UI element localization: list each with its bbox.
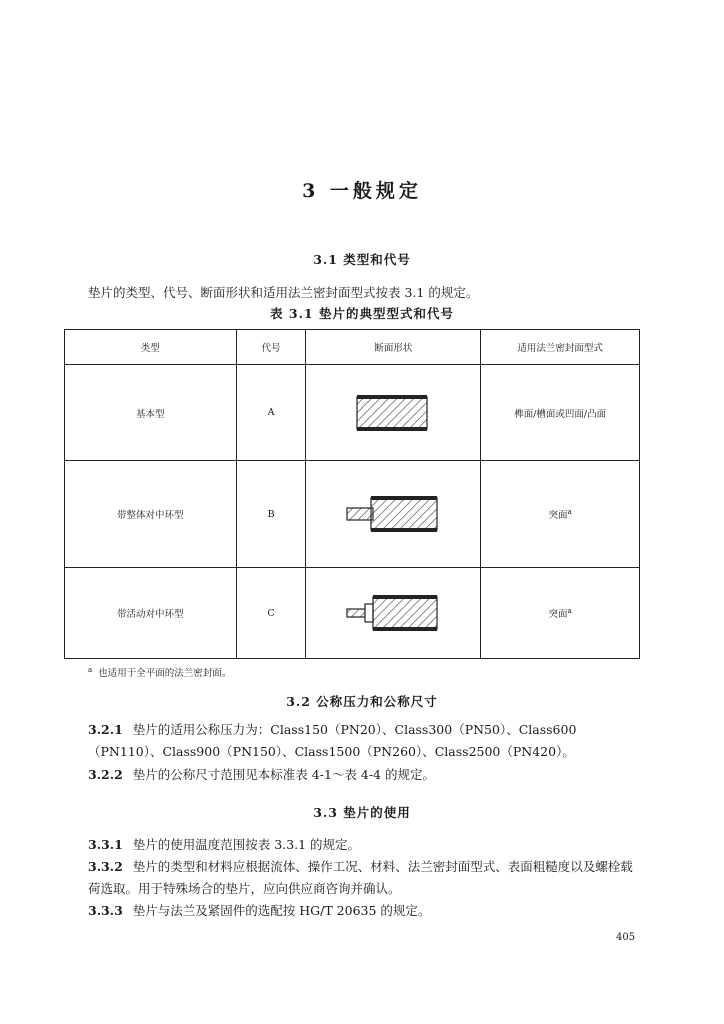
clause-3-3-2: 3.3.2 垫片的类型和材料应根据流体、操作工况、材料、法兰密封面型式、表面粗糙度以及螺栓载荷选取。用于特殊场合的垫片，应向供应商咨询并确认。 <box>88 859 633 896</box>
table-footnote: $^a$ 也适用于全平面的法兰密封面。 <box>88 665 232 679</box>
clause-3-3-1: 3.3.1 垫片的使用温度范围按表 3.3.1 的规定。 <box>88 837 361 852</box>
header-type: 类型 <box>65 330 237 365</box>
table-header-row <box>65 330 640 365</box>
table-caption: 表 3.1 垫片的典型型式和代号 <box>270 306 454 321</box>
page-number: 405 <box>616 932 636 943</box>
cell-type: 带整体对中环型 <box>65 461 237 568</box>
cell-face: 突面$^a$ <box>481 568 640 659</box>
cell-code: C <box>236 568 306 659</box>
section-3-1-heading: 3.1 类型和代号 <box>313 252 411 267</box>
section-3-2-heading: 3.2 公称压力和公称尺寸 <box>286 694 438 709</box>
header-flange-face: 适用法兰密封面型式 <box>481 330 640 365</box>
gasket-types-table <box>64 329 640 659</box>
clause-3-2-1: 3.2.1 垫片的适用公称压力为：Class150（PN20）、Class300（PN50）、Class600（PN110）、Class900（PN150）、Class1500（PN260）、Class2500（PN420）。 <box>88 722 577 759</box>
cell-shape <box>306 365 481 461</box>
clause-3-2-2: 3.2.2 垫片的公称尺寸范围见本标准表 4-1～表 4-4 的规定。 <box>88 767 435 782</box>
cell-face: 榫面/槽面或凹面/凸面 <box>481 365 640 461</box>
clause-number: 3.2.1 <box>88 722 123 737</box>
gasket-section-b-diagram <box>343 492 443 536</box>
header-section-shape: 断面形状 <box>306 330 481 365</box>
clause-3-3-3: 3.3.3 垫片与法兰及紧固件的选配按 HG/T 20635 的规定。 <box>88 903 431 918</box>
cell-shape <box>306 568 481 659</box>
chapter-title: 3 一般规定 <box>302 180 422 202</box>
gasket-section-a-diagram <box>353 391 433 435</box>
cell-type: 基本型 <box>65 365 237 461</box>
footnote-marker: a <box>88 665 93 674</box>
cell-shape <box>306 461 481 568</box>
cell-code: A <box>236 365 306 461</box>
intro-paragraph: 垫片的类型、代号、断面形状和适用法兰密封面型式按表 3.1 的规定。 <box>88 285 479 300</box>
table-row <box>65 568 640 659</box>
clause-number: 3.3.3 <box>88 903 123 918</box>
cell-type: 带活动对中环型 <box>65 568 237 659</box>
footnote-mark: a <box>567 507 572 516</box>
cell-code: B <box>236 461 306 568</box>
gasket-section-c-diagram <box>343 591 443 635</box>
clause-number: 3.3.1 <box>88 837 123 852</box>
section-3-3-heading: 3.3 垫片的使用 <box>313 805 411 820</box>
cell-face: 突面$^a$ <box>481 461 640 568</box>
header-code: 代号 <box>236 330 306 365</box>
table-row <box>65 461 640 568</box>
footnote-mark: a <box>567 606 572 615</box>
clause-number: 3.2.2 <box>88 767 123 782</box>
table-row <box>65 365 640 461</box>
clause-number: 3.3.2 <box>88 859 123 874</box>
